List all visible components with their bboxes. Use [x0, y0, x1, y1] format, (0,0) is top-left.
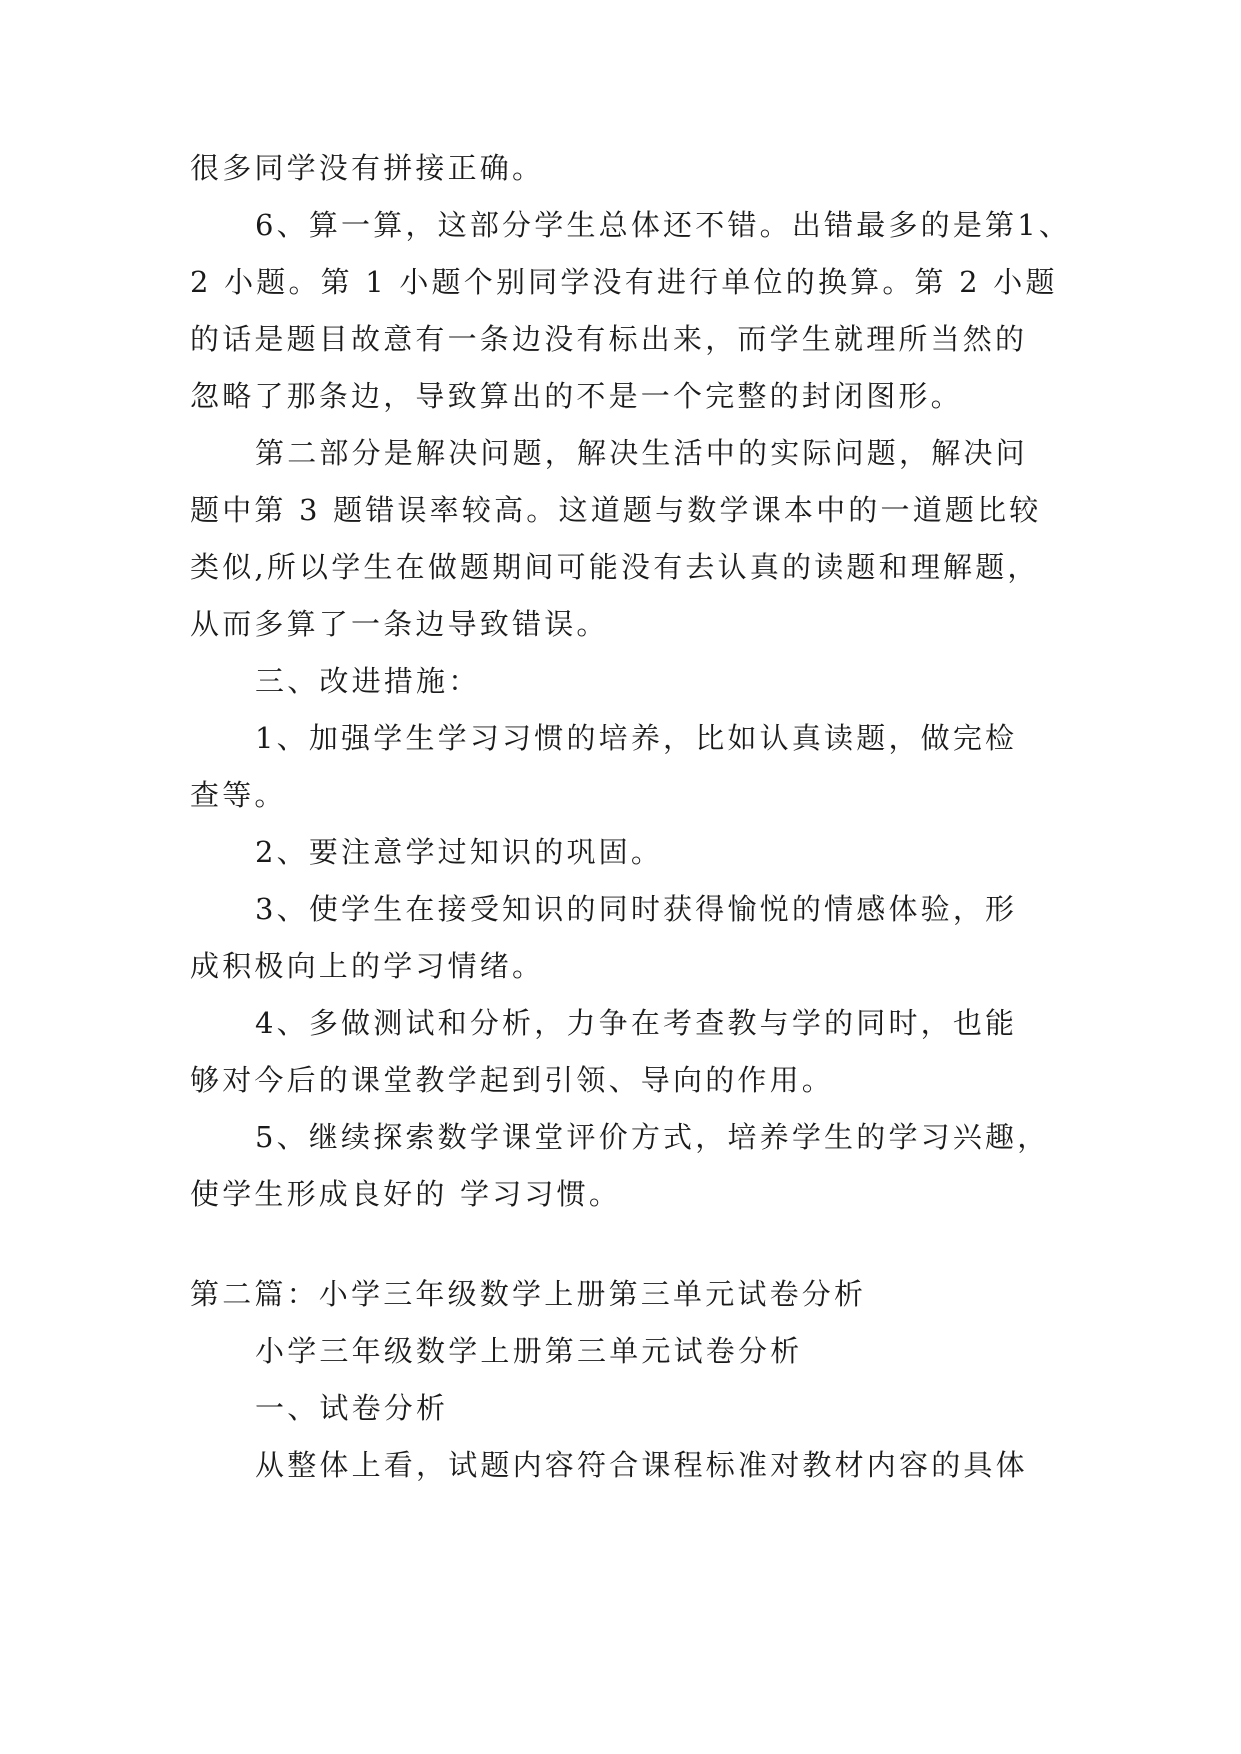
paragraph-line: 的话是题目故意有一条边没有标出来，而学生就理所当然的	[190, 322, 1028, 356]
paragraph-line: 成积极向上的学习情绪。	[190, 949, 545, 983]
list-item: 2、要注意学过知识的巩固。	[255, 835, 664, 869]
paragraph-line: 6、算一算，这部分学生总体还不错。出错最多的是第1、	[255, 208, 1072, 242]
section-heading-analysis: 一、试卷分析	[255, 1391, 449, 1425]
paragraph-line: 题中第 3 题错误率较高。这道题与数学课本中的一道题比较	[190, 493, 1042, 527]
paragraph-line: 类似,所以学生在做题期间可能没有去认真的读题和理解题，	[190, 550, 1040, 584]
section-heading-improvements: 三、改进措施：	[255, 664, 481, 698]
list-item: 5、继续探索数学课堂评价方式，培养学生的学习兴趣，	[255, 1120, 1050, 1154]
article-title: 第二篇：小学三年级数学上册第三单元试卷分析	[190, 1277, 867, 1311]
paragraph-line: 查等。	[190, 778, 287, 812]
paragraph-line: 2 小题。第 1 小题个别同学没有进行单位的换算。第 2 小题	[190, 265, 1058, 299]
list-item: 3、使学生在接受知识的同时获得愉悦的情感体验，形	[255, 892, 1018, 926]
paragraph-line: 很多同学没有拼接正确。	[190, 151, 545, 185]
list-item: 1、加强学生学习习惯的培养，比如认真读题，做完检	[255, 721, 1018, 755]
paragraph-line: 使学生形成良好的 学习习惯。	[190, 1177, 622, 1211]
paragraph-line: 第二部分是解决问题，解决生活中的实际问题，解决问	[255, 436, 1028, 470]
list-item: 4、多做测试和分析，力争在考查教与学的同时，也能	[255, 1006, 1018, 1040]
paragraph-line: 从而多算了一条边导致错误。	[190, 607, 609, 641]
paragraph-line: 忽略了那条边，导致算出的不是一个完整的封闭图形。	[190, 379, 963, 413]
paragraph-line: 够对今后的课堂教学起到引领、导向的作用。	[190, 1063, 835, 1097]
paragraph-line: 从整体上看，试题内容符合课程标准对教材内容的具体	[255, 1448, 1028, 1482]
article-subtitle: 小学三年级数学上册第三单元试卷分析	[255, 1334, 803, 1368]
